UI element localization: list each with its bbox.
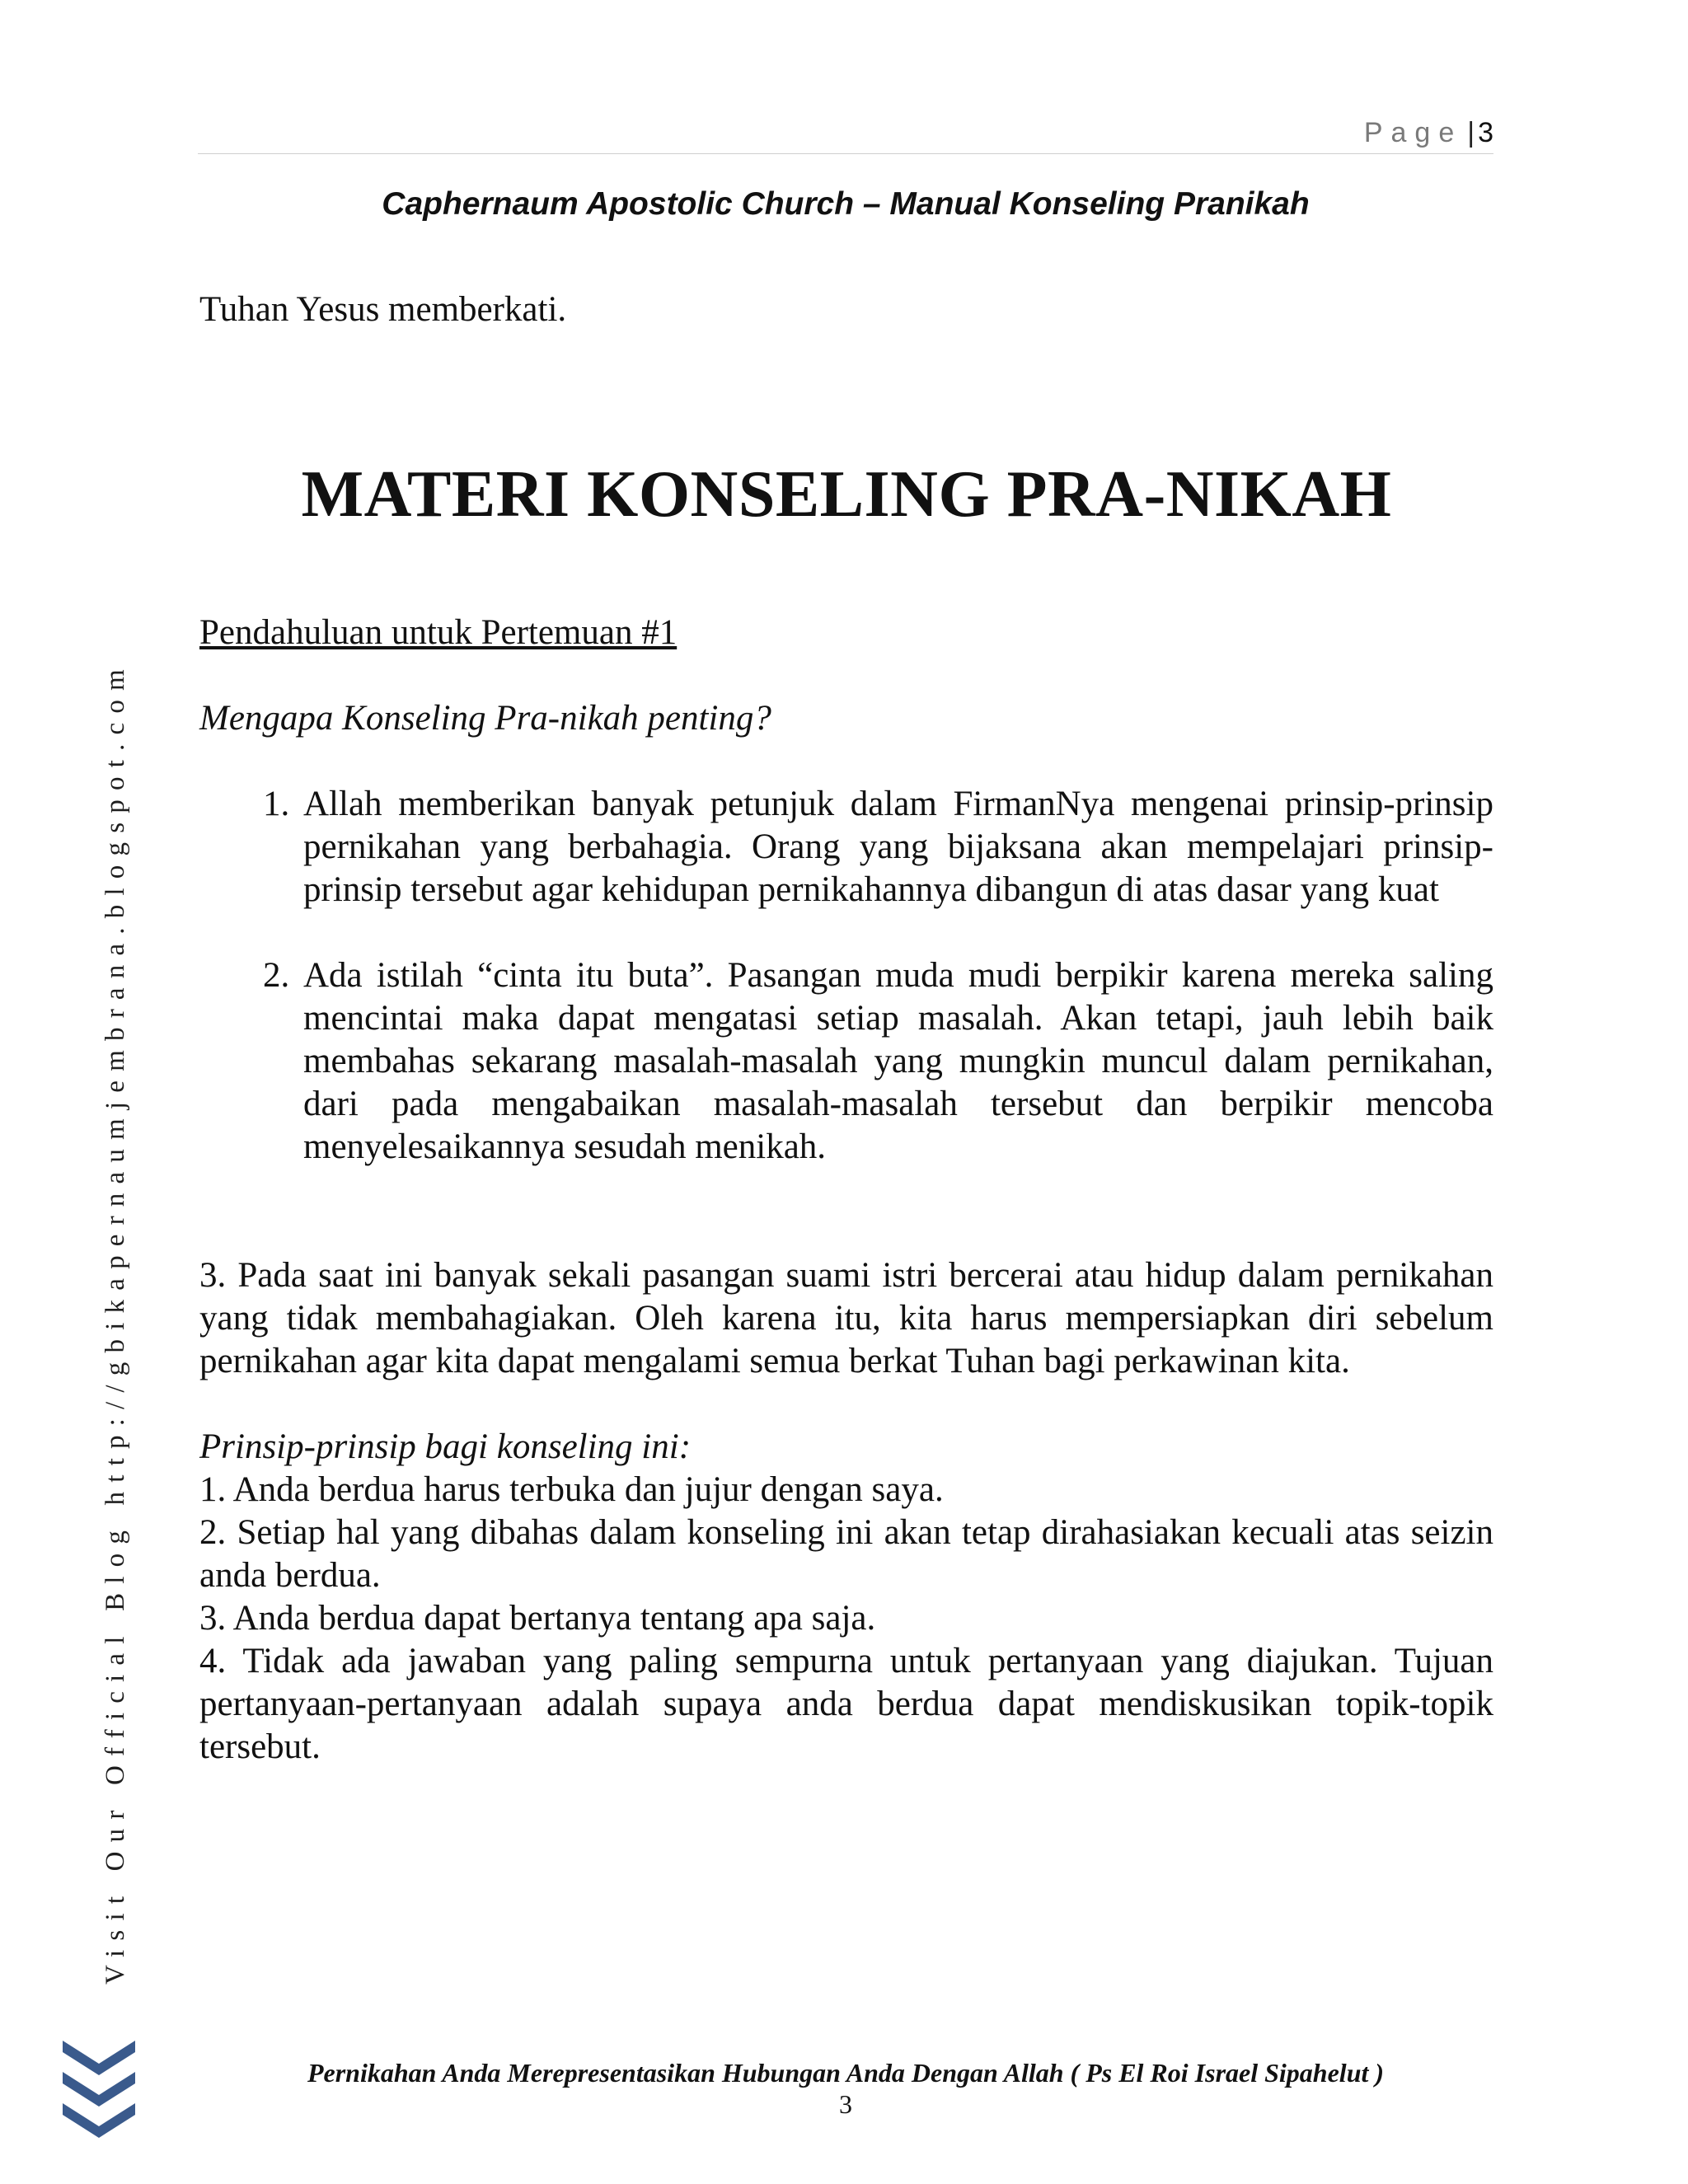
page-word: Page <box>1363 117 1463 148</box>
page-number-label <box>1364 112 1493 153</box>
page-footer <box>198 2055 1493 2118</box>
principles-title: Prinsip-prinsip bagi konseling ini: <box>199 1427 692 1466</box>
reason-item: 1. Allah memberikan banyak petunjuk dalam FirmanNya mengenai prinsip-prinsip pernikahan yang berbahagia. Orang yang bijaksana akan mempelajari prinsip-prinsip tersebut agar kehidupan pernikahannya dibangun di atas dasar yang kuat <box>298 783 1493 912</box>
main-heading: MATERI KONSELING PRA-NIKAH <box>301 458 1392 531</box>
page-content <box>199 288 1493 1769</box>
principle-item: 1. Anda berdua harus terbuka dan jujur dengan saya. <box>199 1470 944 1509</box>
reasons-list <box>199 783 1493 1169</box>
principle-item: 2. Setiap hal yang dibahas dalam konseling ini akan tetap dirahasiakan kecuali atas seizin anda berdua. <box>199 1513 1493 1595</box>
footer-text: Pernikahan Anda Merepresentasikan Hubungan Anda Dengan Allah ( Ps El Roi Israel Sipahelut ) <box>307 2058 1385 2088</box>
reason-item: 2. Ada istilah “cinta itu buta”. Pasangan muda mudi berpikir karena mereka saling mencintai maka dapat mengatasi setiap masalah. Akan tetapi, jauh lebih baik membahas sekarang masalah-masalah yang mungkin muncul dalam pernikahan, dari pada mengabaikan masalah-masalah tersebut dan berpikir mencoba menyelesaikannya sesudah menikah. <box>298 954 1493 1169</box>
document-title: Caphernaum Apostolic Church – Manual Konseling Pranikah <box>382 186 1310 222</box>
section-title: Pendahuluan untuk Pertemuan #1 <box>199 613 678 652</box>
principle-item: 3. Anda berdua dapat bertanya tentang apa saja. <box>199 1599 876 1638</box>
opening-greeting: Tuhan Yesus memberkati. <box>199 290 567 329</box>
footer-page-number: 3 <box>839 2089 852 2119</box>
sidebar-blog-text: Visit Our Official Blog http://gbikapernaumjembrana.blogspot.com <box>101 660 130 1985</box>
section-question: Mengapa Konseling Pra-nikah penting? <box>199 699 771 738</box>
reason-item-3: 3. Pada saat ini banyak sekali pasangan suami istri bercerai atau hidup dalam pernikahan yang tidak membahagiakan. Oleh karena itu, kita harus mempersiapkan diri sebelum pernikahan agar kita dapat mengalami semua berkat Tuhan bagi perkawinan kita. <box>199 1256 1493 1380</box>
triple-chevron-down-icon <box>63 2041 135 2144</box>
page-header <box>198 112 1493 154</box>
page-separator: | <box>1467 117 1475 148</box>
page-number: 3 <box>1478 117 1493 148</box>
principle-item: 4. Tidak ada jawaban yang paling sempurna untuk pertanyaan yang diajukan. Tujuan pertanyaan-pertanyaan adalah supaya anda berdua dapat mendiskusikan topik-topik tersebut. <box>199 1642 1493 1766</box>
